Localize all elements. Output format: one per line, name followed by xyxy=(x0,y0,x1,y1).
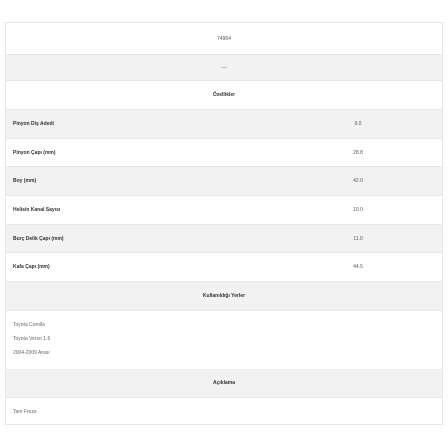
spec-value: 11.0 xyxy=(353,235,363,242)
spec-label: Kafa Çapı (mm) xyxy=(13,264,50,270)
usage-header: Kullanıldığı Yerler xyxy=(202,293,246,299)
description-row xyxy=(6,398,442,426)
spec-value: 44.5 xyxy=(353,264,363,270)
product-code: 74964 xyxy=(217,35,231,42)
usage-item: Toyota Verso 1.6 xyxy=(13,336,51,342)
separator-row xyxy=(6,55,442,81)
spec-value: 9.0 xyxy=(354,121,362,127)
separator-text: ---- xyxy=(220,64,228,71)
spec-label: Pinyon Çapı (mm) xyxy=(13,149,56,156)
usage-list xyxy=(6,311,442,369)
spec-row xyxy=(6,253,442,282)
spec-row xyxy=(6,139,442,167)
spec-value: 10.0 xyxy=(353,207,363,213)
spec-label: Pinyon Diş Adedi xyxy=(13,121,54,127)
spec-row xyxy=(6,167,442,196)
specs-header-row xyxy=(6,81,442,110)
usage-item: Toyota Corolla xyxy=(13,322,45,328)
usage-header-row xyxy=(6,282,442,311)
description-header: Açıklama xyxy=(213,380,235,386)
spec-row xyxy=(6,110,442,139)
description-header-row xyxy=(6,369,442,398)
spec-label: Boy (mm) xyxy=(13,178,37,184)
usage-item: 2004-2009 Arası xyxy=(13,350,50,356)
spec-row xyxy=(6,225,442,253)
description-text: Tam Freze xyxy=(13,409,37,415)
product-code-row xyxy=(6,23,442,55)
specs-header: Özellikler xyxy=(212,92,236,98)
spec-value: 42.0 xyxy=(353,178,363,184)
spec-label: Burç Delik Çapı (mm) xyxy=(13,235,64,242)
spec-label: Helisin Kanal Sayısı xyxy=(13,207,61,213)
spec-row xyxy=(6,196,442,225)
product-details-card xyxy=(5,22,443,425)
spec-value: 28.8 xyxy=(353,149,363,156)
